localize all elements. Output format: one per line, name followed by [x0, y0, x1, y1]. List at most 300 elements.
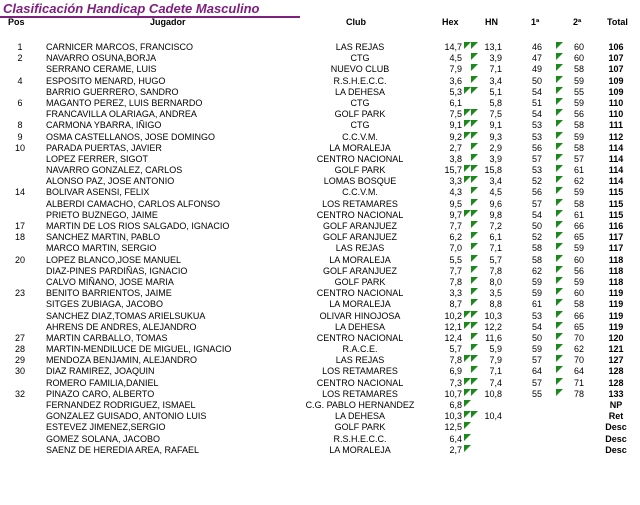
green-flag-icon: [471, 366, 478, 373]
cell-total: 110: [608, 109, 624, 120]
cell-club: LAS REJAS: [335, 355, 385, 366]
cell-pos: 14: [14, 187, 25, 198]
green-flag-icon: [556, 288, 563, 295]
green-flag-icon: [556, 378, 563, 385]
cell-round-2: 62: [573, 176, 584, 187]
cell-total: 106: [608, 42, 624, 52]
green-flag-icon: [471, 411, 478, 418]
cell-round-2: 65: [573, 321, 584, 332]
cell-round-2: 56: [573, 109, 584, 120]
cell-round-1: 61: [531, 299, 542, 310]
cell-player-name: SERRANO CERAME, LUIS: [46, 64, 157, 75]
cell-round-2: 71: [573, 377, 584, 388]
cell-hex: 5,5: [449, 254, 462, 265]
cell-hn: 7,1: [489, 366, 502, 377]
cell-club: R.S.H.E.C.C.: [333, 433, 387, 444]
cell-player-name: SANCHEZ DIAZ,TOMAS ARIELSUKUA: [46, 310, 206, 321]
cell-player-name: OSMA CASTELLANOS, JOSE DOMINGO: [46, 131, 216, 142]
cell-total: 119: [608, 310, 624, 321]
green-flag-icon: [471, 389, 478, 396]
cell-round-1: 51: [531, 97, 542, 108]
cell-round-2: 58: [573, 299, 584, 310]
cell-round-1: 54: [531, 209, 542, 220]
green-flag-icon: [556, 165, 563, 172]
cell-hex: 7,9: [449, 64, 462, 75]
table-row: [0, 378, 640, 389]
cell-hex: 10,7: [444, 388, 462, 399]
cell-round-2: 59: [573, 75, 584, 86]
green-flag-icon: [556, 76, 563, 83]
cell-player-name: NAVARRO OSUNA,BORJA: [46, 53, 157, 64]
cell-hn: 7,4: [489, 377, 502, 388]
green-flag-icon: [556, 299, 563, 306]
cell-total: Ret: [608, 411, 624, 422]
cell-round-2: 59: [573, 276, 584, 287]
cell-club: R.S.H.E.C.C.: [333, 75, 387, 86]
cell-club: OLIVAR HINOJOSA: [319, 310, 401, 321]
cell-round-1: 53: [531, 310, 542, 321]
cell-player-name: MENDOZA BENJAMIN, ALEJANDRO: [46, 355, 198, 366]
cell-total: 114: [608, 165, 624, 176]
cell-club: LA DEHESA: [334, 411, 386, 422]
cell-hn: 10,4: [484, 411, 502, 422]
cell-hex: 3,3: [449, 176, 462, 187]
cell-club: GOLF ARANJUEZ: [322, 221, 397, 231]
green-flag-icon: [464, 42, 471, 49]
cell-round-1: 57: [531, 198, 542, 209]
cell-total: Desc: [605, 422, 627, 433]
cell-round-2: 62: [573, 344, 584, 355]
cell-round-1: 50: [531, 75, 542, 86]
cell-total: 118: [608, 265, 624, 276]
cell-player-name: ALONSO PAZ, JOSE ANTONIO: [46, 176, 175, 187]
cell-hn: 9,8: [489, 209, 502, 220]
green-flag-icon: [471, 266, 478, 273]
table-row: [0, 333, 640, 344]
cell-total: Desc: [605, 444, 627, 455]
cell-round-1: 59: [531, 276, 542, 287]
cell-total: 115: [608, 187, 624, 198]
cell-round-2: 56: [573, 265, 584, 276]
green-flag-icon: [556, 87, 563, 94]
cell-club: LA MORALEJA: [329, 444, 391, 455]
cell-pos: 23: [14, 288, 25, 299]
page-title: Clasificación Handicap Cadete Masculino: [3, 1, 260, 16]
cell-total: 121: [608, 344, 624, 355]
green-flag-icon: [556, 42, 563, 49]
cell-total: 133: [608, 388, 624, 399]
green-flag-icon: [464, 422, 471, 429]
cell-player-name: PINAZO CARO, ALBERTO: [46, 388, 155, 399]
cell-total: 111: [608, 120, 624, 131]
table-row: [0, 199, 640, 210]
green-flag-icon: [556, 132, 563, 139]
cell-round-1: 52: [531, 176, 542, 187]
cell-hn: 13,1: [484, 42, 502, 52]
green-flag-icon: [556, 187, 563, 194]
cell-hex: 15,7: [444, 165, 462, 176]
cell-total: 107: [608, 64, 624, 75]
cell-club: GOLF ARANJUEZ: [322, 265, 397, 276]
cell-hn: 15,8: [484, 165, 502, 176]
table-row: [0, 53, 640, 64]
cell-hex: 12,4: [444, 332, 462, 343]
cell-hn: 4,5: [489, 187, 502, 198]
table-row: [0, 422, 640, 433]
green-flag-icon: [556, 333, 563, 340]
green-flag-icon: [556, 366, 563, 373]
cell-round-2: 60: [573, 42, 584, 52]
cell-club: LOS RETAMARES: [322, 198, 398, 209]
cell-hex: 4,3: [449, 187, 462, 198]
cell-club: NUEVO CLUB: [330, 64, 390, 75]
cell-round-2: 58: [573, 64, 584, 75]
cell-round-2: 66: [573, 310, 584, 321]
cell-pos: 20: [14, 254, 25, 265]
cell-total: 116: [608, 221, 624, 231]
green-flag-icon: [471, 64, 478, 71]
cell-round-2: 65: [573, 232, 584, 243]
green-flag-icon: [471, 199, 478, 206]
green-flag-icon: [471, 243, 478, 250]
green-flag-icon: [464, 87, 471, 94]
cell-pos: 8: [17, 120, 23, 131]
cell-hex: 6,9: [449, 366, 462, 377]
header-hn: HN: [485, 17, 498, 27]
table-row: [0, 42, 640, 53]
cell-total: 115: [608, 198, 624, 209]
cell-round-1: 46: [531, 42, 542, 52]
cell-club: GOLF PARK: [334, 276, 386, 287]
green-flag-icon: [556, 221, 563, 228]
cell-hex: 14,7: [444, 42, 462, 52]
green-flag-icon: [556, 199, 563, 206]
green-flag-icon: [556, 64, 563, 71]
cell-round-1: 59: [531, 288, 542, 299]
green-flag-icon: [556, 389, 563, 396]
cell-player-name: MARCO MARTIN, SERGIO: [46, 243, 157, 254]
cell-player-name: LOPEZ FERRER, SIGOT: [46, 153, 149, 164]
green-flag-icon: [556, 210, 563, 217]
cell-pos: 18: [14, 232, 25, 243]
cell-round-1: 49: [531, 64, 542, 75]
table-row: [0, 389, 640, 400]
cell-hex: 10,2: [444, 310, 462, 321]
table-row: [0, 255, 640, 266]
cell-club: CENTRO NACIONAL: [316, 332, 404, 343]
green-flag-icon: [556, 120, 563, 127]
green-flag-icon: [464, 322, 471, 329]
table-row: [0, 366, 640, 377]
cell-round-2: 59: [573, 131, 584, 142]
cell-round-1: 54: [531, 86, 542, 97]
cell-pos: 10: [14, 142, 25, 153]
table-row: [0, 266, 640, 277]
cell-player-name: GOMEZ SOLANA, JACOBO: [46, 433, 161, 444]
cell-club: LA MORALEJA: [329, 142, 391, 153]
green-flag-icon: [556, 98, 563, 105]
cell-round-2: 59: [573, 243, 584, 254]
green-flag-icon: [471, 378, 478, 385]
cell-club: GOLF ARANJUEZ: [322, 232, 397, 243]
green-flag-icon: [464, 165, 471, 172]
cell-round-1: 55: [531, 388, 542, 399]
cell-hn: 8,8: [489, 299, 502, 310]
green-flag-icon: [471, 76, 478, 83]
cell-hex: 8,7: [449, 299, 462, 310]
green-flag-icon: [471, 221, 478, 228]
cell-round-1: 50: [531, 332, 542, 343]
cell-pos: 32: [14, 388, 25, 399]
cell-player-name: MARTIN CARBALLO, TOMAS: [46, 332, 168, 343]
cell-club: LA DEHESA: [334, 86, 386, 97]
green-flag-icon: [471, 288, 478, 295]
green-flag-icon: [556, 255, 563, 262]
table-row: [0, 187, 640, 198]
cell-hn: 5,7: [489, 254, 502, 265]
cell-hex: 6,2: [449, 232, 462, 243]
cell-hn: 3,9: [489, 153, 502, 164]
cell-pos: 1: [17, 42, 23, 52]
cell-hex: 12,5: [444, 422, 462, 433]
cell-hex: 7,7: [449, 265, 462, 276]
cell-player-name: ESPOSITO MENARD, HUGO: [46, 75, 166, 86]
cell-round-1: 54: [531, 321, 542, 332]
green-flag-icon: [471, 344, 478, 351]
cell-pos: 29: [14, 355, 25, 366]
cell-pos: 6: [17, 97, 23, 108]
cell-total: 119: [608, 299, 624, 310]
cell-total: 112: [608, 131, 624, 142]
green-flag-icon: [471, 143, 478, 150]
green-flag-icon: [471, 132, 478, 139]
green-flag-icon: [556, 322, 563, 329]
cell-player-name: DIAZ RAMIREZ, JOAQUIN: [46, 366, 155, 377]
cell-hn: 8,0: [489, 276, 502, 287]
green-flag-icon: [556, 154, 563, 161]
cell-hex: 6,1: [449, 97, 462, 108]
green-flag-icon: [464, 132, 471, 139]
green-flag-icon: [471, 232, 478, 239]
cell-total: 119: [608, 288, 624, 299]
table-row: [0, 87, 640, 98]
green-flag-icon: [464, 378, 471, 385]
cell-player-name: MARTIN DE LOS RIOS SALGADO, IGNACIO: [46, 221, 230, 231]
green-flag-icon: [556, 311, 563, 318]
cell-hn: 9,3: [489, 131, 502, 142]
table-row: [0, 109, 640, 120]
cell-total: 109: [608, 75, 624, 86]
cell-hn: 3,5: [489, 288, 502, 299]
cell-hn: 7,5: [489, 109, 502, 120]
cell-hn: 12,2: [484, 321, 502, 332]
cell-round-2: 70: [573, 332, 584, 343]
green-flag-icon: [471, 109, 478, 116]
cell-round-1: 57: [531, 153, 542, 164]
table-row: [0, 299, 640, 310]
cell-player-name: ROMERO FAMILIA,DANIEL: [46, 377, 159, 388]
cell-hex: 3,6: [449, 75, 462, 86]
cell-hex: 5,7: [449, 344, 462, 355]
cell-round-2: 64: [573, 366, 584, 377]
cell-total: 120: [608, 332, 624, 343]
green-flag-icon: [464, 445, 471, 452]
cell-club: CENTRO NACIONAL: [316, 377, 404, 388]
header-jugador: Jugador: [150, 17, 186, 27]
cell-round-1: 62: [531, 265, 542, 276]
cell-total: 107: [608, 53, 624, 64]
cell-round-2: 60: [573, 254, 584, 265]
cell-club: C.C.V.M.: [342, 131, 378, 142]
green-flag-icon: [471, 322, 478, 329]
cell-club: LOS RETAMARES: [322, 366, 398, 377]
green-flag-icon: [471, 187, 478, 194]
cell-club: LA DEHESA: [334, 321, 386, 332]
cell-player-name: MAGANTO PEREZ, LUIS BERNARDO: [46, 97, 203, 108]
cell-pos: 30: [14, 366, 25, 377]
cell-hn: 2,9: [489, 142, 502, 153]
cell-player-name: CARMONA YBARRA, IÑIGO: [46, 120, 162, 131]
cell-total: 119: [608, 321, 624, 332]
green-flag-icon: [556, 266, 563, 273]
cell-hex: 9,7: [449, 209, 462, 220]
cell-round-2: 58: [573, 142, 584, 153]
cell-player-name: ALBERDI CAMACHO, CARLOS ALFONSO: [46, 198, 221, 209]
cell-hn: 7,8: [489, 265, 502, 276]
cell-hex: 3,8: [449, 153, 462, 164]
cell-hn: 3,4: [489, 75, 502, 86]
table-row: [0, 288, 640, 299]
table-row: [0, 76, 640, 87]
cell-round-2: 59: [573, 187, 584, 198]
cell-player-name: SITGES ZUBIAGA, JACOBO: [46, 299, 164, 310]
cell-total: 117: [608, 232, 624, 243]
green-flag-icon: [464, 411, 471, 418]
table-row: [0, 311, 640, 322]
cell-round-2: 60: [573, 288, 584, 299]
cell-round-1: 58: [531, 243, 542, 254]
cell-club: R.A.C.E.: [342, 344, 378, 355]
cell-round-1: 56: [531, 187, 542, 198]
header-r1: 1ª: [531, 17, 540, 27]
cell-player-name: ESTEVEZ JIMENEZ,SERGIO: [46, 422, 166, 433]
cell-club: LAS REJAS: [335, 243, 385, 254]
cell-club: CENTRO NACIONAL: [316, 209, 404, 220]
table-row: [0, 411, 640, 422]
cell-total: 115: [608, 209, 624, 220]
cell-round-1: 56: [531, 142, 542, 153]
table-row: [0, 210, 640, 221]
cell-total: 118: [608, 276, 624, 287]
green-flag-icon: [464, 311, 471, 318]
cell-hex: 7,3: [449, 377, 462, 388]
cell-round-1: 57: [531, 377, 542, 388]
cell-club: CTG: [350, 53, 370, 64]
table-row: [0, 322, 640, 333]
cell-round-1: 52: [531, 232, 542, 243]
cell-round-1: 47: [531, 53, 542, 64]
cell-hex: 7,5: [449, 109, 462, 120]
cell-club: CTG: [350, 120, 370, 131]
cell-round-1: 53: [531, 120, 542, 131]
cell-round-1: 64: [531, 366, 542, 377]
cell-round-1: 59: [531, 344, 542, 355]
cell-hex: 5,3: [449, 86, 462, 97]
cell-round-1: 50: [531, 221, 542, 231]
cell-hex: 9,1: [449, 120, 462, 131]
cell-round-1: 53: [531, 131, 542, 142]
cell-hn: 6,1: [489, 232, 502, 243]
cell-total: 114: [608, 153, 624, 164]
cell-player-name: BARRIO GUERRERO, SANDRO: [46, 86, 179, 97]
cell-hex: 2,7: [449, 142, 462, 153]
green-flag-icon: [556, 277, 563, 284]
cell-total: 114: [608, 176, 624, 187]
cell-player-name: PARADA PUERTAS, JAVIER: [46, 142, 162, 153]
cell-hn: 5,9: [489, 344, 502, 355]
cell-hn: 7,2: [489, 221, 502, 231]
green-flag-icon: [556, 344, 563, 351]
cell-hex: 3,3: [449, 288, 462, 299]
cell-round-1: 54: [531, 109, 542, 120]
table-row: [0, 165, 640, 176]
green-flag-icon: [464, 389, 471, 396]
table-row: [0, 154, 640, 165]
cell-hex: 4,5: [449, 53, 462, 64]
green-flag-icon: [556, 232, 563, 239]
green-flag-icon: [471, 299, 478, 306]
cell-round-1: 53: [531, 165, 542, 176]
cell-pos: 27: [14, 332, 25, 343]
green-flag-icon: [471, 311, 478, 318]
cell-club: CENTRO NACIONAL: [316, 153, 404, 164]
cell-hn: 3,4: [489, 176, 502, 187]
cell-hex: 9,2: [449, 131, 462, 142]
cell-hex: 10,3: [444, 411, 462, 422]
cell-player-name: PRIETO BUZNEGO, JAIME: [46, 209, 158, 220]
cell-round-2: 66: [573, 221, 584, 231]
cell-club: GOLF PARK: [334, 422, 386, 433]
green-flag-icon: [556, 355, 563, 362]
green-flag-icon: [471, 154, 478, 161]
cell-round-2: 61: [573, 165, 584, 176]
cell-hn: 7,1: [489, 64, 502, 75]
header-total: Total: [607, 17, 628, 27]
cell-round-1: 58: [531, 254, 542, 265]
cell-total: 118: [608, 254, 624, 265]
cell-pos: 4: [17, 75, 23, 86]
cell-hn: 9,1: [489, 120, 502, 131]
table-row: [0, 132, 640, 143]
cell-hex: 2,7: [449, 444, 462, 455]
cell-total: 110: [608, 97, 624, 108]
cell-hn: 11,6: [485, 332, 502, 343]
cell-hn: 10,8: [484, 388, 502, 399]
cell-player-name: MARTIN-MENDILUCE DE MIGUEL, IGNACIO: [46, 344, 232, 355]
cell-round-2: 59: [573, 97, 584, 108]
header-r2: 2ª: [573, 17, 582, 27]
cell-total: 109: [608, 86, 624, 97]
cell-player-name: GONZALEZ GUISADO, ANTONIO LUIS: [46, 411, 207, 422]
cell-round-2: 60: [573, 53, 584, 64]
green-flag-icon: [471, 53, 478, 60]
cell-club: LOMAS BOSQUE: [323, 176, 397, 187]
cell-club: LOS RETAMARES: [322, 388, 398, 399]
cell-player-name: DIAZ-PINES PARDIÑAS, IGNACIO: [46, 265, 188, 276]
cell-club: LA MORALEJA: [329, 299, 391, 310]
table-row: [0, 445, 640, 456]
cell-player-name: BENITO BARRIENTOS, JAIME: [46, 288, 172, 299]
